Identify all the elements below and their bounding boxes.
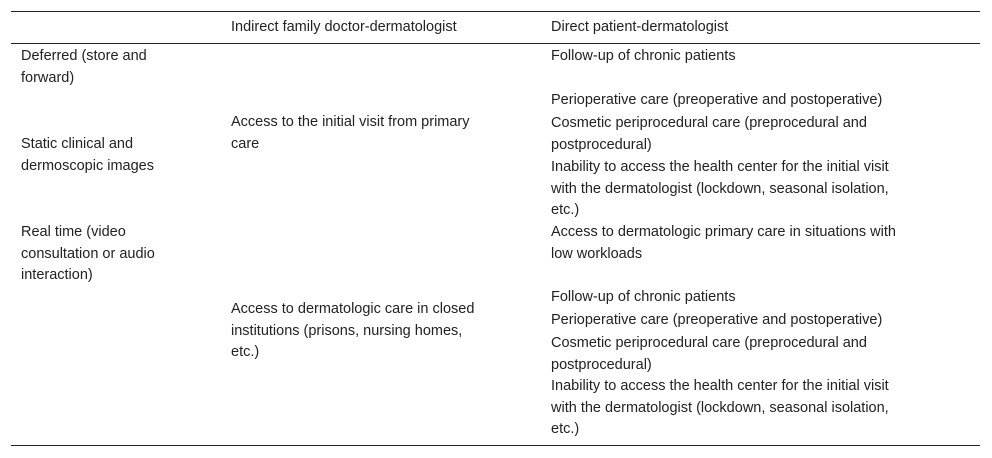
header-bottom-rule xyxy=(11,43,980,44)
table-top-rule xyxy=(11,11,980,12)
header-indirect: Indirect family doctor-dermatologist xyxy=(231,19,457,35)
direct-item: Perioperative care (preoperative and postoperative) xyxy=(551,312,883,328)
direct-item: Cosmetic periprocedural care (preprocedural and postprocedural) xyxy=(551,335,867,373)
direct-item: Inability to access the health center for the initial visit with the dermatologist (lockdown, seasonal isolation, etc.) xyxy=(551,159,889,219)
direct-item: Access to dermatologic primary care in situations with low workloads xyxy=(551,224,896,262)
mode-real-time: Real time (video consultation or audio interaction) xyxy=(21,224,155,284)
direct-item: Inability to access the health center for the initial visit with the dermatologist (lockdown, seasonal isolation, etc.) xyxy=(551,378,889,438)
mode-deferred: Deferred (store and forward) xyxy=(21,48,147,86)
indirect-initial-visit: Access to the initial visit from primary care xyxy=(231,114,470,152)
direct-item: Cosmetic periprocedural care (preprocedural and postprocedural) xyxy=(551,115,867,153)
table-bottom-rule xyxy=(11,445,980,446)
direct-item: Follow-up of chronic patients xyxy=(551,289,736,305)
mode-static-images: Static clinical and dermoscopic images xyxy=(21,136,154,174)
direct-item: Follow-up of chronic patients xyxy=(551,48,736,64)
direct-item: Perioperative care (preoperative and postoperative) xyxy=(551,92,883,108)
indirect-closed-institutions: Access to dermatologic care in closed institutions (prisons, nursing homes, etc.) xyxy=(231,301,475,361)
header-direct: Direct patient-dermatologist xyxy=(551,19,729,35)
